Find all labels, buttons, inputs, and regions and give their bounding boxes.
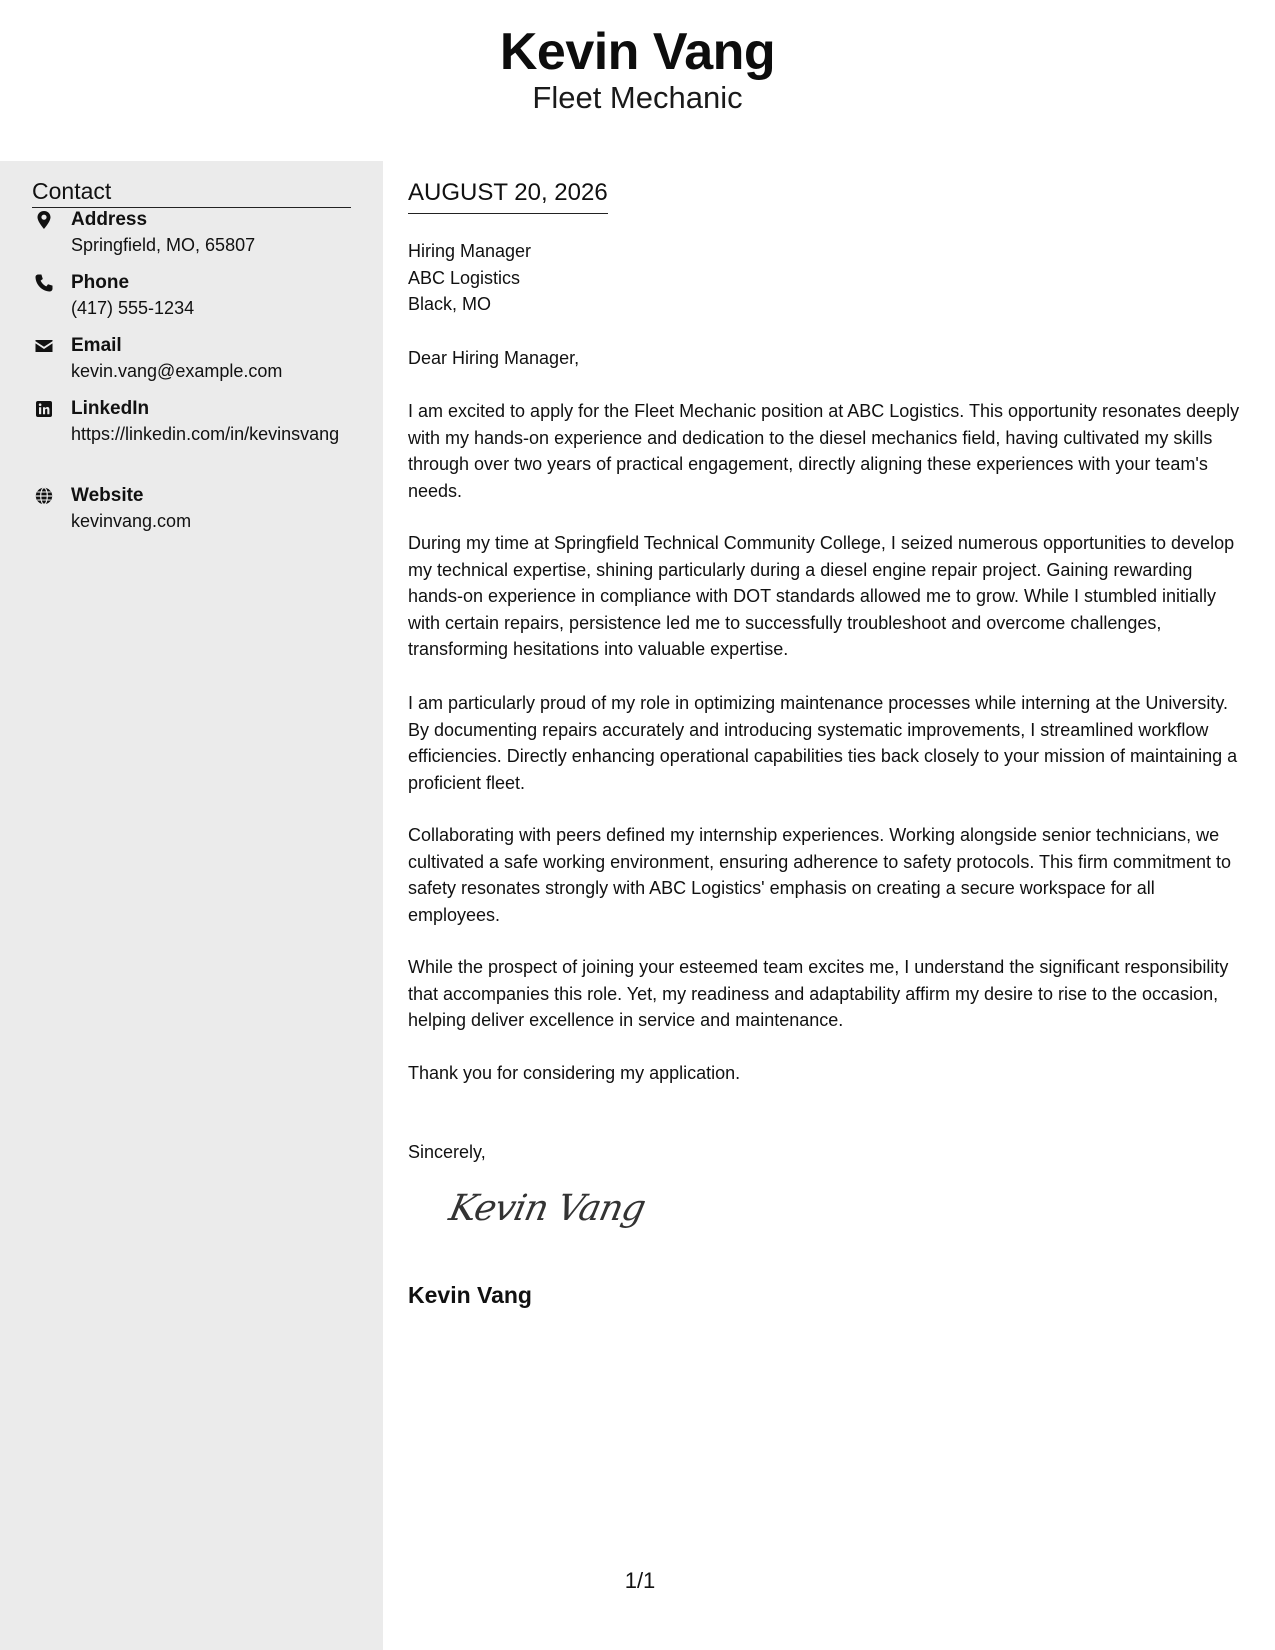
- map-pin-icon: [34, 210, 54, 230]
- contact-label: Phone: [71, 272, 130, 293]
- recipient-line: Hiring Manager: [408, 241, 532, 261]
- body-paragraph: Collaborating with peers defined my internship experiences. Working alongside senior technicians, we cultivated a safe working environment, ensuring adherence to safety protocols. This firm commitment to safety resonates strongly with ABC Logistics' emphasis on creating a secure workspace for all employees.: [408, 825, 1232, 925]
- recipient-line: Black, MO: [408, 294, 492, 314]
- envelope-icon: [34, 336, 54, 356]
- contact-label: Website: [71, 485, 144, 506]
- phone-icon: [34, 273, 54, 293]
- body-paragraph: During my time at Springfield Technical Community College, I seized numerous opportunities to develop my technical expertise, shining particularly during a diesel engine repair project. Gaining rewarding hands-on experience in compliance with DOT standards allowed me to grow. While I stumbled initially with certain repairs, persistence led me to successfully troubleshoot and overcome challenges, transforming hesitations into valuable expertise.: [408, 533, 1235, 659]
- linkedin-icon: [34, 399, 54, 419]
- contact-heading: Contact: [32, 177, 351, 208]
- contact-value: kevinvang.com: [71, 511, 192, 531]
- closing: Sincerely,: [408, 1142, 486, 1162]
- body-paragraph: Thank you for considering my application.: [408, 1063, 741, 1083]
- salutation: Dear Hiring Manager,: [408, 348, 580, 368]
- applicant-role: Fleet Mechanic: [532, 80, 743, 115]
- recipient-line: ABC Logistics: [408, 267, 521, 288]
- contact-value: kevin.vang@example.com: [71, 361, 283, 381]
- contact-label: Address: [71, 209, 148, 230]
- signer-name: Kevin Vang: [408, 1282, 532, 1308]
- body-paragraph: While the prospect of joining your esteemed team excites me, I understand the significant responsibility that accompanies this role. Yet, my readiness and adaptability affirm my desire to rise to the occasion, helping deliver excellence in service and maintenance.: [408, 957, 1229, 1030]
- contact-sidebar: [0, 161, 383, 1650]
- applicant-name: Kevin Vang: [499, 23, 776, 81]
- page-number: 1/1: [624, 1568, 656, 1593]
- body-paragraph: I am particularly proud of my role in optimizing maintenance processes while interning at the University. By documenting repairs accurately and introducing systematic improvements, I streamlined workflow efficiencies. Directly enhancing operational capabilities ties back closely to your mission of maintaining a proficient fleet.: [408, 693, 1238, 793]
- body-paragraph: I am excited to apply for the Fleet Mechanic position at ABC Logistics. This opportunity resonates deeply with my hands-on experience and dedication to the diesel mechanics field, having cultivated my skills through over two years of practical engagement, directly aligning these experiences with your team's needs.: [408, 401, 1240, 501]
- handwritten-signature: Kevin Vang: [445, 1188, 649, 1229]
- letter-header: [0, 0, 1275, 161]
- contact-value: Springfield, MO, 65807: [71, 235, 256, 255]
- letter-date: AUGUST 20, 2026: [408, 178, 608, 214]
- globe-icon: [34, 486, 54, 506]
- contact-label: LinkedIn: [71, 398, 150, 419]
- contact-value: https://linkedin.com/in/kevinsvang: [71, 424, 340, 444]
- contact-value: (417) 555-1234: [71, 298, 195, 318]
- recipient-block: [408, 238, 531, 318]
- contact-label: Email: [71, 335, 122, 356]
